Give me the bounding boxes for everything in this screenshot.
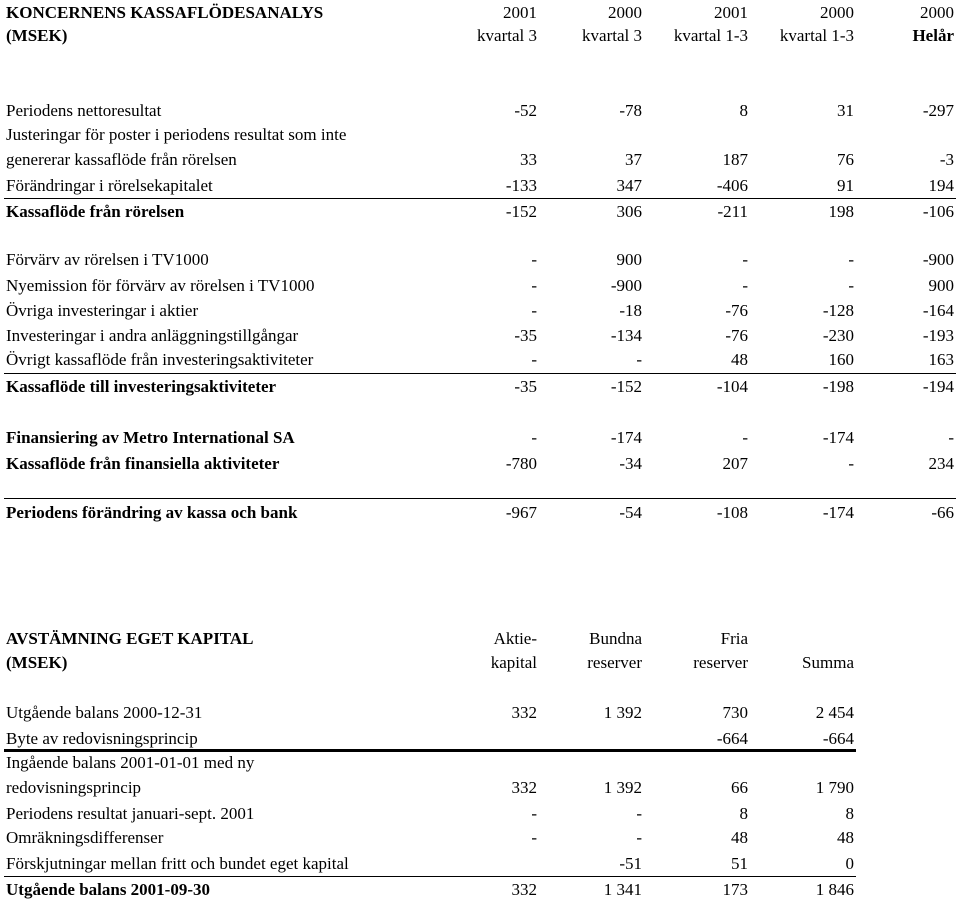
cell-value: -967 xyxy=(505,503,537,522)
cell-value: -900 xyxy=(922,250,954,269)
cell-value: 1 392 xyxy=(603,703,642,722)
cell-value: -174 xyxy=(822,503,854,522)
cell-value: 173 xyxy=(722,880,748,899)
table-row-subtotal xyxy=(0,451,960,477)
col-header: kapital xyxy=(490,653,537,672)
cell-value: 31 xyxy=(837,101,854,120)
table-row xyxy=(0,801,960,827)
cell-value: 900 xyxy=(616,250,642,269)
cell-value: - xyxy=(848,454,854,473)
cell-value: -108 xyxy=(716,503,748,522)
col-header: Fria xyxy=(720,629,748,648)
cell-value: 160 xyxy=(828,350,854,369)
table-row-subtotal xyxy=(0,374,960,400)
cell-value: 76 xyxy=(837,150,854,169)
cell-value: 332 xyxy=(511,778,537,797)
cell-value: -211 xyxy=(717,202,748,221)
table-row xyxy=(0,851,960,877)
cell-value: 1 341 xyxy=(603,880,642,899)
cell-value: 163 xyxy=(928,350,954,369)
cell-value: -51 xyxy=(619,854,642,873)
row-label: Utgående balans 2001-09-30 xyxy=(6,880,211,899)
cell-value: 0 xyxy=(845,854,854,873)
row-label: Ingående balans 2001-01-01 med ny xyxy=(6,753,255,772)
row-label: Periodens nettoresultat xyxy=(6,101,162,120)
col-header-year: 2000 xyxy=(920,3,954,22)
table-row xyxy=(0,273,960,299)
cell-value: -664 xyxy=(822,729,854,748)
table-row-subtotal xyxy=(0,425,960,451)
cell-value: -174 xyxy=(610,428,642,447)
row-label: Övrigt kassaflöde från investeringsaktiviteter xyxy=(6,350,314,369)
row-label: Omräkningsdifferenser xyxy=(6,828,164,847)
row-label: Kassaflöde till investeringsaktiviteter xyxy=(6,377,277,396)
col-header-year: 2000 xyxy=(608,3,642,22)
cell-value: 332 xyxy=(511,880,537,899)
row-label: Förvärv av rörelsen i TV1000 xyxy=(6,250,209,269)
col-header-period: kvartal 3 xyxy=(477,26,537,45)
row-label: Nyemission för förvärv av rörelsen i TV1000 xyxy=(6,276,315,295)
cell-value: -18 xyxy=(619,301,642,320)
cell-value: -780 xyxy=(505,454,537,473)
table-row xyxy=(0,825,960,851)
cell-value: - xyxy=(531,276,537,295)
col-header-period: kvartal 1-3 xyxy=(779,26,854,45)
col-header-period: kvartal 1-3 xyxy=(673,26,748,45)
col-header: Bundna xyxy=(589,629,642,648)
cell-value: -35 xyxy=(514,377,537,396)
cell-value: 187 xyxy=(722,150,748,169)
col-header: Summa xyxy=(802,653,854,672)
cell-value: 198 xyxy=(828,202,854,221)
cell-value: - xyxy=(742,428,748,447)
cell-value: - xyxy=(636,350,642,369)
cell-value: - xyxy=(531,301,537,320)
cell-value: 347 xyxy=(616,176,642,195)
cell-value: -52 xyxy=(514,101,537,120)
cell-value: -164 xyxy=(922,301,954,320)
cell-value: 91 xyxy=(837,176,854,195)
row-label: Byte av redovisningsprincip xyxy=(6,729,198,748)
cell-value: 730 xyxy=(722,703,748,722)
cell-value: -66 xyxy=(931,503,954,522)
cell-value: 37 xyxy=(625,150,642,169)
cell-value: - xyxy=(742,250,748,269)
cell-value: - xyxy=(531,250,537,269)
cell-value: -193 xyxy=(922,326,954,345)
row-label: Förändringar i rörelsekapitalet xyxy=(6,176,213,195)
row-label: Investeringar i andra anläggningstillgångar xyxy=(6,326,299,345)
table-row xyxy=(0,750,960,776)
col-header-year: 2000 xyxy=(820,3,854,22)
cashflow-header-row-2 xyxy=(0,23,960,49)
equity-header-row-1 xyxy=(0,626,960,652)
cell-value: 194 xyxy=(928,176,954,195)
table-row xyxy=(0,347,960,373)
cell-value: 900 xyxy=(928,276,954,295)
cell-value: - xyxy=(848,276,854,295)
col-header-year: 2001 xyxy=(503,3,537,22)
cell-value: 1 392 xyxy=(603,778,642,797)
table-row xyxy=(0,98,960,124)
cell-value: 48 xyxy=(731,350,748,369)
table-row xyxy=(0,122,960,148)
row-label: Periodens resultat januari-sept. 2001 xyxy=(6,804,255,823)
cell-value: - xyxy=(636,804,642,823)
cell-value: 51 xyxy=(731,854,748,873)
cell-value: - xyxy=(531,804,537,823)
cell-value: 8 xyxy=(739,804,748,823)
row-label: Förskjutningar mellan fritt och bundet eget kapital xyxy=(6,854,349,873)
row-label: Kassaflöde från rörelsen xyxy=(6,202,185,221)
col-header: reserver xyxy=(693,653,748,672)
cell-value: 8 xyxy=(845,804,854,823)
row-label: Kassaflöde från finansiella aktiviteter xyxy=(6,454,280,473)
row-label: genererar kassaflöde från rörelsen xyxy=(6,150,237,169)
table-row xyxy=(0,700,960,726)
cell-value: -133 xyxy=(505,176,537,195)
cell-value: - xyxy=(848,250,854,269)
col-header-period: Helår xyxy=(912,26,954,45)
cell-value: - xyxy=(742,276,748,295)
cell-value: -406 xyxy=(716,176,748,195)
cell-value: 2 454 xyxy=(815,703,854,722)
cell-value: - xyxy=(531,428,537,447)
cell-value: 1 790 xyxy=(815,778,854,797)
cell-value: -297 xyxy=(922,101,954,120)
col-header-year: 2001 xyxy=(714,3,748,22)
table-row-subtotal xyxy=(0,199,960,225)
cell-value: -34 xyxy=(619,454,642,473)
cashflow-title: KONCERNENS KASSAFLÖDESANALYS xyxy=(6,3,324,22)
col-header: Aktie- xyxy=(493,629,537,648)
cell-value: - xyxy=(948,428,954,447)
equity-header-row-2 xyxy=(0,650,960,676)
cell-value: -54 xyxy=(619,503,642,522)
row-label: Periodens förändring av kassa och bank xyxy=(6,503,298,522)
cell-value: -3 xyxy=(939,150,954,169)
table-row xyxy=(0,147,960,173)
equity-unit: (MSEK) xyxy=(6,653,68,672)
divider xyxy=(4,498,956,499)
cell-value: -106 xyxy=(922,202,954,221)
cell-value: -664 xyxy=(716,729,748,748)
cell-value: -35 xyxy=(514,326,537,345)
cell-value: 207 xyxy=(722,454,748,473)
table-row xyxy=(0,323,960,349)
row-label: Finansiering av Metro International SA xyxy=(6,428,295,447)
row-label: redovisningsprincip xyxy=(6,778,142,797)
cell-value: 332 xyxy=(511,703,537,722)
equity-title: AVSTÄMNING EGET KAPITAL xyxy=(6,629,254,648)
cell-value: -230 xyxy=(822,326,854,345)
cell-value: 1 846 xyxy=(815,880,854,899)
cell-value: -104 xyxy=(716,377,748,396)
cell-value: - xyxy=(636,828,642,847)
cell-value: - xyxy=(531,350,537,369)
cell-value: 48 xyxy=(731,828,748,847)
table-row xyxy=(0,298,960,324)
cell-value: -194 xyxy=(922,377,954,396)
cell-value: -152 xyxy=(505,202,537,221)
cell-value: 33 xyxy=(520,150,537,169)
col-header: reserver xyxy=(587,653,642,672)
cell-value: -134 xyxy=(610,326,642,345)
cell-value: 234 xyxy=(928,454,954,473)
table-row-total xyxy=(0,877,960,903)
col-header-period: kvartal 3 xyxy=(582,26,642,45)
cell-value: 8 xyxy=(739,101,748,120)
table-row xyxy=(0,775,960,801)
cell-value: -900 xyxy=(610,276,642,295)
cell-value: 48 xyxy=(837,828,854,847)
cell-value: -128 xyxy=(822,301,854,320)
row-label: Övriga investeringar i aktier xyxy=(6,301,199,320)
cashflow-unit: (MSEK) xyxy=(6,26,68,45)
cell-value: -76 xyxy=(725,326,748,345)
cell-value: - xyxy=(531,828,537,847)
table-row xyxy=(0,173,960,199)
cell-value: -152 xyxy=(610,377,642,396)
table-row-total xyxy=(0,500,960,526)
row-label: Justeringar för poster i periodens resultat som inte xyxy=(6,125,347,144)
cell-value: -76 xyxy=(725,301,748,320)
cell-value: -198 xyxy=(822,377,854,396)
cell-value: 66 xyxy=(731,778,748,797)
row-label: Utgående balans 2000-12-31 xyxy=(6,703,203,722)
cell-value: -78 xyxy=(619,101,642,120)
cell-value: -174 xyxy=(822,428,854,447)
table-row xyxy=(0,247,960,273)
cell-value: 306 xyxy=(616,202,642,221)
